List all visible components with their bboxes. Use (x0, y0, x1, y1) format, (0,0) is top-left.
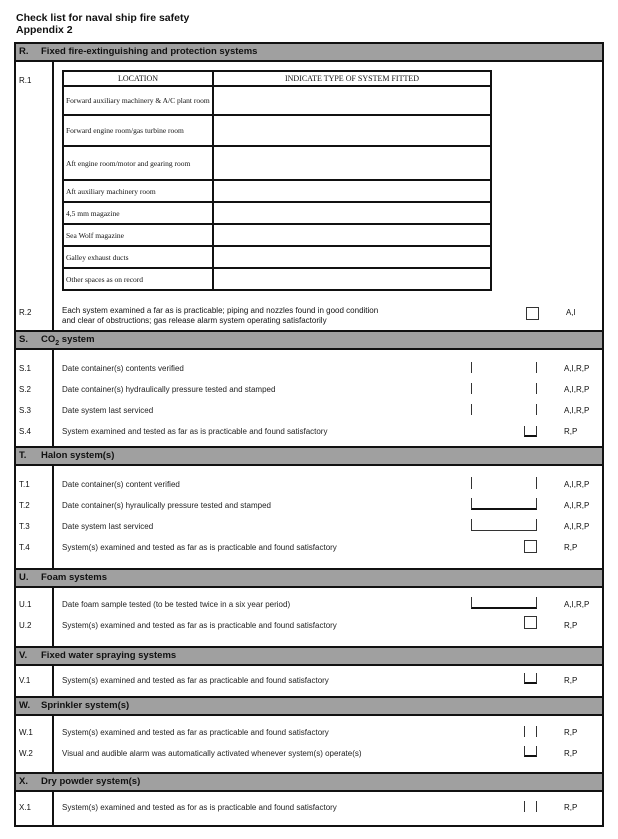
column-divider (52, 62, 54, 330)
section-title: Foam systems (41, 572, 108, 583)
section-body-v (16, 666, 602, 696)
section-header-x (16, 772, 602, 792)
item-text: Date container(s) hydraulically pressure tested and stamped (62, 385, 276, 394)
location-cell: Aft engine room/motor and gearing room (63, 146, 213, 180)
item-code: S.4 (19, 427, 32, 436)
item-code: U.1 (19, 600, 32, 609)
system-type-input[interactable] (213, 246, 491, 268)
section-letter: X. (19, 776, 28, 787)
item-text: Visual and audible alarm was automatically activated whenever system(s) operate(s) (62, 749, 362, 758)
responsibility-code: A,I,R,P (564, 600, 590, 609)
system-type-input[interactable] (213, 86, 491, 115)
item-row (16, 615, 602, 636)
responsibility-code: A,I,R,P (564, 522, 590, 531)
section-body-u (16, 588, 602, 646)
location-cell: Forward auxiliary machinery & A/C plant room (63, 86, 213, 115)
item-text-line2: and clear of obstructions; gas release alarm system operating satisfactorily (62, 316, 327, 325)
section-header-t (16, 446, 602, 466)
checklist-sheet (14, 42, 604, 827)
section-body-s (16, 350, 602, 446)
section-title: Fixed fire-extinguishing and protection systems (41, 46, 258, 57)
item-code: S.3 (19, 406, 32, 415)
item-text: Date container(s) contents verified (62, 364, 184, 373)
item-code: W.2 (19, 749, 33, 758)
item-row (16, 516, 602, 537)
responsibility-code: R,P (564, 543, 578, 552)
item-row (16, 400, 602, 421)
item-code: T.3 (19, 522, 30, 531)
section-body-t (16, 466, 602, 568)
item-text: System(s) examined and tested as far as is practicable and found satisfactory (62, 621, 337, 630)
item-row (16, 358, 602, 379)
section-letter: R. (19, 46, 29, 57)
item-text: Date system last serviced (62, 406, 154, 415)
section-title: $CO_2$ system (41, 334, 95, 347)
item-code: S.1 (19, 364, 32, 373)
system-type-input[interactable] (213, 146, 491, 180)
responsibility-code: A,I (566, 308, 576, 317)
item-text: System(s) examined and tested as far as practicable and found satisfactory (62, 728, 329, 737)
section-header-w (16, 696, 602, 716)
location-header: LOCATION (63, 71, 213, 86)
item-code: T.4 (19, 543, 30, 552)
location-cell: 4,5 mm magazine (63, 202, 213, 224)
system-type-input[interactable] (213, 268, 491, 290)
section-body-x (16, 792, 602, 825)
system-type-header: INDICATE TYPE OF SYSTEM FITTED (213, 71, 491, 86)
item-row (16, 670, 602, 691)
responsibility-code: R,P (564, 728, 578, 737)
checkbox[interactable] (526, 307, 539, 320)
section-header-s (16, 330, 602, 350)
item-row (16, 474, 602, 495)
checkbox[interactable] (524, 726, 537, 737)
date-field[interactable] (471, 404, 537, 415)
item-text: System(s) examined and tested as far as practicable and found satisfactory (62, 676, 329, 685)
section-letter: T. (19, 450, 27, 461)
item-row (16, 379, 602, 400)
responsibility-code: A,I,R,P (564, 385, 590, 394)
location-cell: Aft auxiliary machinery room (63, 180, 213, 202)
item-text: Date system last serviced (62, 522, 154, 531)
date-field[interactable] (471, 383, 537, 394)
item-row (16, 421, 602, 442)
responsibility-code: R,P (564, 427, 578, 436)
item-code: T.1 (19, 480, 30, 489)
section-header-r (16, 44, 602, 62)
item-text: Date foam sample tested (to be tested twice in a six year period) (62, 600, 291, 609)
location-cell: Forward engine room/gas turbine room (63, 115, 213, 146)
item-row (16, 797, 602, 818)
item-text: Date container(s) content verified (62, 480, 180, 489)
section-title: Fixed water spraying systems (41, 650, 177, 661)
document-title: Check list for naval ship fire safety (16, 12, 190, 24)
section-letter: W. (19, 700, 31, 711)
section-letter: V. (19, 650, 28, 661)
system-type-input[interactable] (213, 224, 491, 246)
responsibility-code: R,P (564, 749, 578, 758)
checkbox[interactable] (524, 746, 537, 757)
checkbox[interactable] (524, 426, 537, 437)
item-row-r2 (16, 306, 602, 328)
item-text: System(s) examined and tested as far as is practicable and found satisfactory (62, 543, 337, 552)
responsibility-code: R,P (564, 803, 578, 812)
item-text: System examined and tested as far as is practicable and found satisfactory (62, 427, 328, 436)
item-code: R.2 (19, 308, 32, 317)
item-row (16, 594, 602, 615)
section-body-r (16, 62, 602, 330)
section-letter: U. (19, 572, 29, 583)
item-row (16, 495, 602, 516)
date-field[interactable] (471, 362, 537, 373)
item-code: U.2 (19, 621, 32, 630)
date-field[interactable] (471, 498, 537, 510)
item-text-line1: Each system examined a far as is practicable; piping and nozzles found in good condition (62, 306, 379, 315)
system-type-input[interactable] (213, 180, 491, 202)
location-cell: Sea Wolf magazine (63, 224, 213, 246)
date-field[interactable] (471, 519, 537, 531)
responsibility-code: A,I,R,P (564, 480, 590, 489)
responsibility-code: A,I,R,P (564, 501, 590, 510)
checkbox[interactable] (524, 616, 537, 629)
location-cell: Other spaces as on record (63, 268, 213, 290)
section-title: Dry powder system(s) (41, 776, 141, 787)
checkbox[interactable] (524, 540, 537, 553)
item-text (62, 306, 378, 326)
checkbox[interactable] (524, 801, 537, 812)
item-row (16, 722, 602, 743)
date-field[interactable] (471, 477, 537, 489)
item-code: W.1 (19, 728, 33, 737)
section-title: Sprinkler system(s) (41, 700, 130, 711)
responsibility-code: A,I,R,P (564, 364, 590, 373)
checkbox[interactable] (524, 673, 537, 684)
document-subtitle: Appendix 2 (16, 24, 73, 36)
item-code: T.2 (19, 501, 30, 510)
responsibility-code: R,P (564, 676, 578, 685)
item-text: Date container(s) hyraulically pressure tested and stamped (62, 501, 271, 510)
section-header-v (16, 646, 602, 666)
item-text: System(s) examined and tested as for as is practicable and found satisfactory (62, 803, 337, 812)
system-type-input[interactable] (213, 115, 491, 146)
location-cell: Galley exhaust ducts (63, 246, 213, 268)
item-row (16, 537, 602, 558)
section-title: Halon system(s) (41, 450, 115, 461)
section-letter: S. (19, 334, 28, 345)
document-title-block (16, 12, 189, 36)
item-code: S.2 (19, 385, 32, 394)
section-header-u (16, 568, 602, 588)
section-body-w (16, 716, 602, 772)
date-field[interactable] (471, 597, 537, 609)
responsibility-code: A,I,R,P (564, 406, 590, 415)
item-code: V.1 (19, 676, 31, 685)
location-table (62, 70, 492, 291)
responsibility-code: R,P (564, 621, 578, 630)
item-code: R.1 (19, 76, 32, 85)
system-type-input[interactable] (213, 202, 491, 224)
item-code: X.1 (19, 803, 32, 812)
item-row (16, 743, 602, 764)
